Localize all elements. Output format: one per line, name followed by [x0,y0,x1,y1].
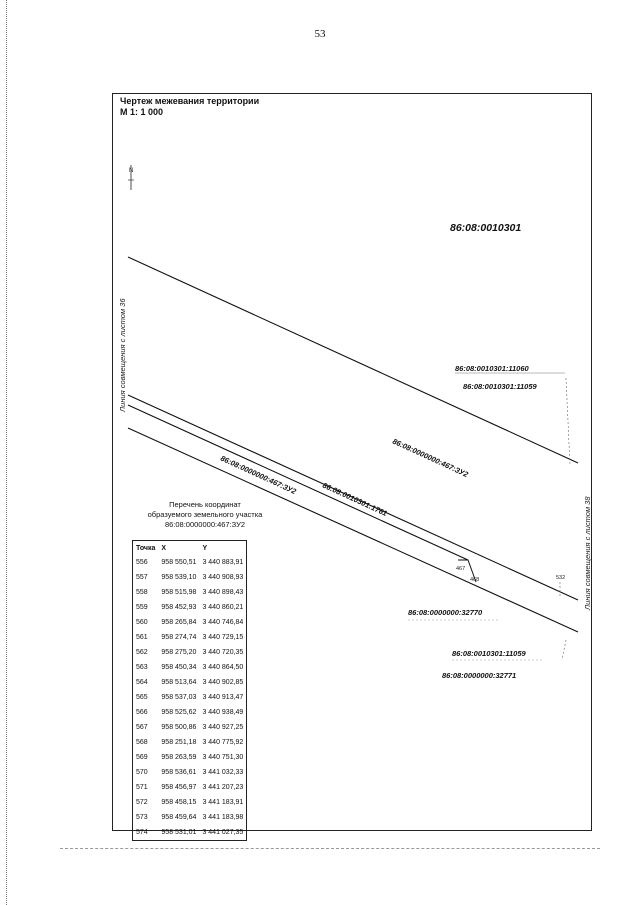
coordinates-caption-line1: Перечень координат [169,500,241,509]
svg-text:N: N [129,168,134,174]
coordinates-table [132,540,247,841]
coordinates-caption-line3: 86:08:0000000:467:ЗУ2 [164,520,246,529]
x-value: 958 525,62 [161,709,197,716]
point-467: 467 [456,566,466,572]
y-value: 3 440 751,30 [202,754,244,761]
boundary-line-top [128,257,578,463]
label-zu2-lower: 86:08:0000000:467:ЗУ2 [219,453,298,497]
point-number: 557 [136,574,148,581]
label-32770: 86:08:0000000:32770 [408,608,483,617]
x-value: 958 452,93 [161,604,197,611]
table-row [133,630,247,645]
drawing-scale: М 1: 1 000 [120,107,164,117]
header-x: X [161,545,167,552]
point-number: 560 [136,619,148,626]
x-value: 958 251,18 [161,739,197,746]
point-532: 532 [556,575,566,581]
coordinates-caption-line2: образуемого земельного участка [147,510,263,519]
x-value: 958 550,51 [161,559,197,566]
x-value: 958 537,03 [161,694,197,701]
y-value: 3 440 720,35 [202,649,244,656]
y-value: 3 441 032,33 [202,769,244,776]
block-label: 86:08:0010301 [450,222,522,234]
point-number: 558 [136,589,148,596]
y-value: 3 440 898,43 [202,589,244,596]
label-32771: 86:08:0000000:32771 [442,671,517,680]
table-row [133,795,247,810]
y-value: 3 440 746,84 [202,619,244,626]
point-number: 561 [136,634,148,641]
x-value: 958 275,20 [161,649,197,656]
x-value: 958 531,01 [161,829,197,836]
point-number: 556 [136,559,148,566]
leader-right [566,378,570,465]
y-value: 3 440 927,25 [202,724,244,731]
x-value: 958 265,84 [161,619,197,626]
point-number: 573 [136,814,148,821]
table-row [133,780,247,795]
x-value: 958 539,10 [161,574,197,581]
table-row [133,660,247,675]
boundary-line-3 [128,405,468,560]
label-11060: 86:08:0010301:11060 [455,364,529,373]
header-point: Точка [136,545,156,552]
table-row [133,555,247,570]
table-row [133,765,247,780]
point-number: 569 [136,754,148,761]
table-row [133,645,247,660]
table-row [133,675,247,690]
label-11059-bottom: 86:08:0010301:11059 [452,649,526,658]
point-number: 568 [136,739,148,746]
side-label-right: Линия совмещения с листом 38 [583,496,592,610]
point-number: 563 [136,664,148,671]
table-row [133,750,247,765]
point-number: 559 [136,604,148,611]
x-value: 958 456,97 [161,784,197,791]
label-11059-top: 86:08:0010301:11059 [463,382,537,391]
x-value: 958 458,15 [161,799,197,806]
x-value: 958 515,98 [161,589,197,596]
label-zu2-upper: 86:08:0000000:467:ЗУ2 [391,436,470,480]
header-y: Y [202,545,208,552]
table-row [133,570,247,585]
x-value: 958 274,74 [161,634,197,641]
x-value: 958 513,64 [161,679,197,686]
side-label-left: Линия совмещения с листом 36 [118,298,127,412]
table-row [133,810,247,825]
point-number: 564 [136,679,148,686]
drawing-title-text: Чертеж межевания территории [120,96,260,106]
x-value: 958 450,34 [161,664,197,671]
y-value: 3 440 860,21 [202,604,244,611]
point-number: 566 [136,709,148,716]
y-value: 3 440 938,49 [202,709,244,716]
y-value: 3 441 027,35 [202,829,244,836]
y-value: 3 440 883,91 [202,559,244,566]
table-row [133,825,247,841]
point-number: 562 [136,649,148,656]
y-value: 3 441 183,98 [202,814,244,821]
point-number: 574 [136,829,148,836]
x-value: 958 459,64 [161,814,197,821]
table-row [133,735,247,750]
y-value: 3 441 183,91 [202,799,244,806]
leader-bottom-right [562,640,566,660]
x-value: 958 536,61 [161,769,197,776]
table-row [133,705,247,720]
bottom-scan-line [60,848,600,849]
y-value: 3 440 902,85 [202,679,244,686]
y-value: 3 440 908,93 [202,574,244,581]
point-number: 570 [136,769,148,776]
coordinates-caption [130,500,280,530]
y-value: 3 440 913,47 [202,694,244,701]
label-1761: 86:08:0010301:1761 [321,480,389,518]
y-value: 3 441 207,23 [202,784,244,791]
north-arrow-icon [128,165,134,190]
point-number: 567 [136,724,148,731]
coordinates-header-row [133,541,247,556]
y-value: 3 440 775,92 [202,739,244,746]
point-number: 571 [136,784,148,791]
point-number: 565 [136,694,148,701]
y-value: 3 440 864,50 [202,664,244,671]
table-row [133,720,247,735]
table-row [133,615,247,630]
x-value: 958 263,59 [161,754,197,761]
y-value: 3 440 729,15 [202,634,244,641]
table-row [133,690,247,705]
table-row [133,600,247,615]
point-468: 468 [470,577,480,583]
page-number: 53 [314,28,326,40]
point-number: 572 [136,799,148,806]
x-value: 958 500,86 [161,724,197,731]
table-row [133,585,247,600]
